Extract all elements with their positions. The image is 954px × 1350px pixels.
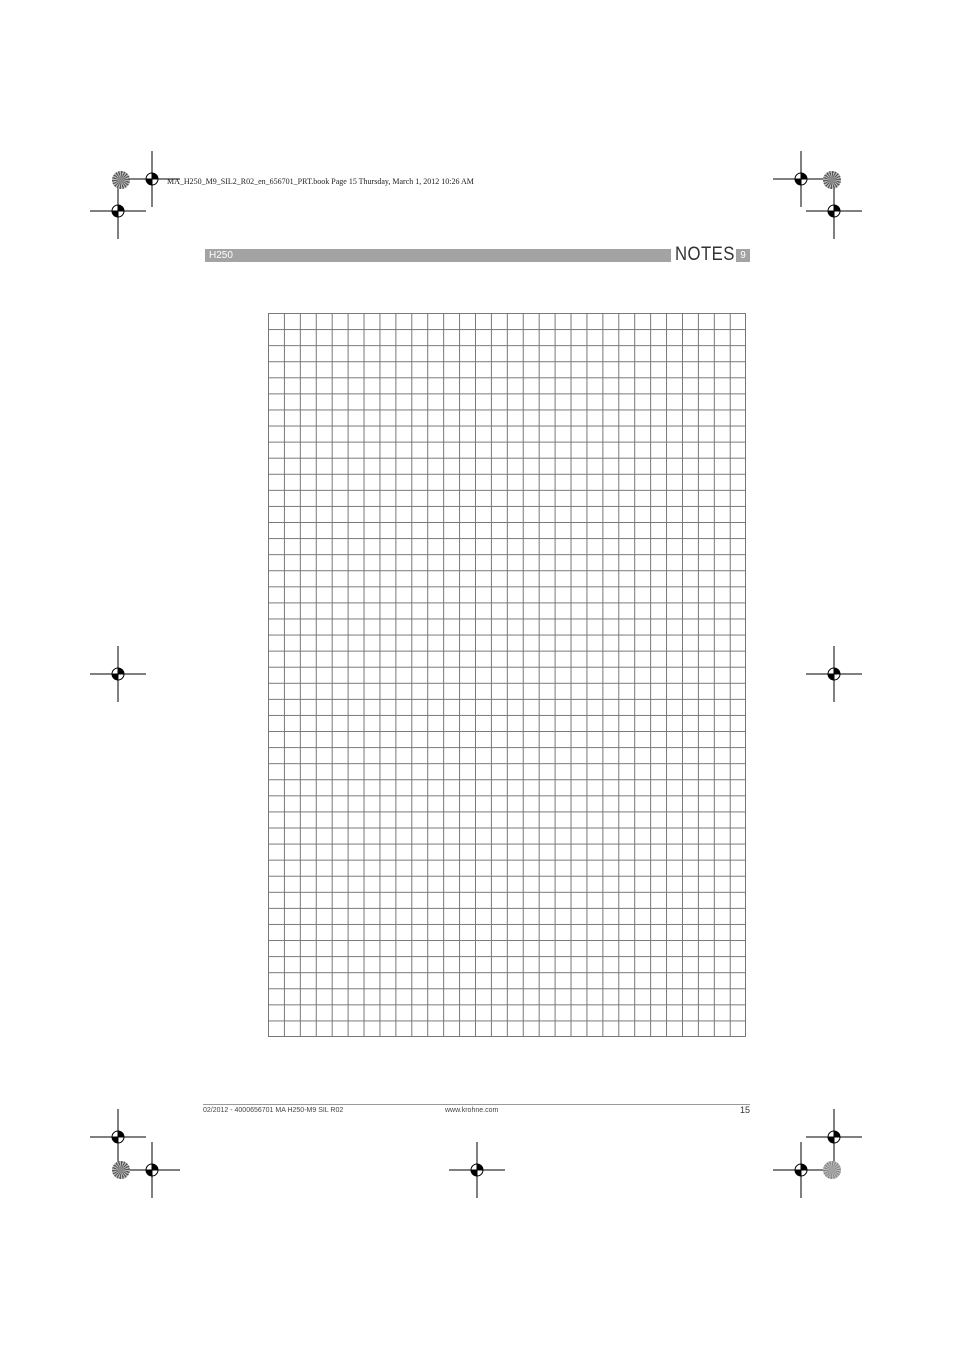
footer-website: www.krohne.com [445,1107,499,1114]
page-number: 15 [739,1105,750,1115]
product-name: H250 [209,250,233,261]
registration-mark-icon [449,1142,505,1198]
chapter-number: 9 [736,249,750,262]
registration-mark-icon [90,183,146,239]
registration-mark-icon [90,646,146,702]
notes-grid [268,313,746,1037]
registration-mark-icon [773,1142,829,1198]
color-disc-icon [823,1161,841,1179]
registration-mark-icon [806,183,862,239]
registration-mark-icon [806,646,862,702]
color-disc-icon [823,171,841,189]
registration-mark-icon [124,1142,180,1198]
print-slug: MA_H250_M9_SIL2_R02_en_656701_PRT.book Page 15 Thursday, March 1, 2012 10:26 AM [167,177,474,186]
footer-document-ref: 02/2012 - 4000656701 MA H250-M9 SIL R02 [203,1107,344,1114]
color-disc-icon [112,1161,130,1179]
header-bar [205,249,671,262]
color-disc-icon [112,171,130,189]
footer-rule [203,1104,750,1105]
section-title: NOTES [675,244,735,265]
